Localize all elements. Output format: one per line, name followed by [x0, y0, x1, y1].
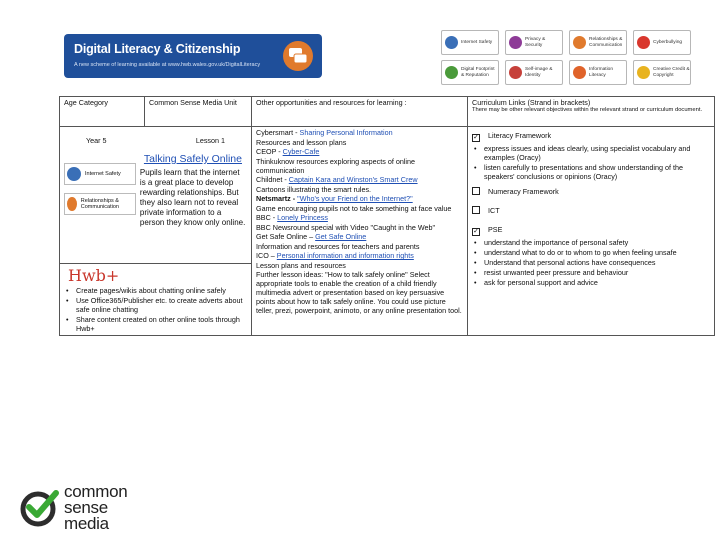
- document-page: [56, 22, 719, 427]
- topic-tile: [505, 60, 563, 85]
- checked-checkbox[interactable]: ✓: [473, 134, 479, 141]
- topic-tile: [441, 60, 499, 85]
- topic-tile: [505, 30, 563, 55]
- age-header: Age Category: [60, 97, 145, 127]
- key-icon: [509, 36, 522, 49]
- checkmark-circle-icon: [20, 487, 60, 527]
- literacy-objective: • listen carefully to presentations and show understanding of the speakers' conclusions or opinions (Oracy): [484, 163, 710, 181]
- resource-link[interactable]: Cyber-Cafe: [282, 147, 320, 156]
- resource-item: Thinkuknow resources exploring aspects of online communication: [256, 156, 416, 175]
- lesson-row: [60, 127, 715, 264]
- resource-item: CEOP - Cyber-Cafe: [256, 147, 320, 156]
- common-sense-media-logo: [20, 484, 160, 540]
- logo-wordmark: [64, 484, 127, 532]
- topic-tile: [569, 30, 627, 55]
- topic-tile: [569, 60, 627, 85]
- numeracy-check: Numeracy Framework: [472, 187, 710, 196]
- pse-objective: • ask for personal support and advice: [484, 278, 710, 287]
- literacy-check: ✓ Literacy Framework: [473, 131, 552, 141]
- warning-icon: [637, 36, 650, 49]
- topic-label: Internet Safety: [461, 39, 493, 45]
- resource-item: Childnet - Captain Kara and Winston's Smart Crew: [256, 175, 418, 184]
- hwb-item: • Use Office365/Publisher etc. to create adverts about safe online chatting: [76, 296, 247, 314]
- pse-objective: • Understand that personal actions have consequences: [484, 258, 710, 267]
- topic-label: Privacy & Security: [525, 37, 546, 48]
- topic-label: Cyberbullying: [653, 39, 683, 45]
- hwb-item: • Share content created on other online tools through Hwb+: [76, 315, 247, 333]
- curriculum-header: [468, 97, 715, 127]
- unit-cell: [60, 127, 252, 264]
- topic-label: Creative Credit & Copyright: [653, 67, 690, 78]
- logo-line: media: [64, 514, 109, 533]
- opportunities-header: Other opportunities and resources for learning :: [252, 97, 468, 127]
- resource-link[interactable]: Captain Kara and Winston's Smart Crew: [288, 175, 418, 184]
- resource-item: Netsmartz - "Who's your Friend on the Internet?": [256, 194, 413, 203]
- topic-label: Self-image & Identity: [525, 67, 553, 78]
- internet-safety-badge: [64, 163, 140, 185]
- chat-icon: [67, 197, 77, 211]
- header-row: [60, 97, 715, 127]
- lesson-table: [59, 96, 715, 336]
- logo-line: sense: [64, 498, 108, 517]
- info-icon: [573, 66, 586, 79]
- digital-literacy-banner: [64, 34, 322, 78]
- curriculum-header-title: Curriculum Links (Strand in brackets): [472, 98, 591, 107]
- unchecked-checkbox[interactable]: [472, 187, 480, 195]
- pse-objective: • resist unwanted peer pressure and behaviour: [484, 268, 710, 277]
- topic-label: Relationships & Communication: [589, 37, 623, 48]
- pse-objective: • understand the importance of personal safety: [484, 238, 710, 247]
- resources-cell: [252, 127, 468, 336]
- unchecked-checkbox[interactable]: [472, 206, 480, 214]
- resource-link[interactable]: Lonely Princess: [277, 213, 328, 222]
- person-icon: [509, 66, 522, 79]
- hwb-logo: Hwb+: [68, 266, 120, 285]
- curriculum-note: There may be other relevant objectives within the relevant strand or curriculum document.: [472, 107, 703, 113]
- resource-item: Lesson plans and resources: [256, 260, 346, 270]
- unit-header: Common Sense Media Unit: [145, 97, 252, 127]
- banner-title: Digital Literacy & Citizenship: [74, 42, 241, 56]
- year-label: Year 5: [86, 136, 107, 145]
- topic-tile: [441, 30, 499, 55]
- badge-label: Relationships & Communication: [80, 198, 119, 210]
- further-ideas: Further lesson ideas: "How to talk safely online" Select appropriate tools to enable the creation of a child friendly multimedia advert or presentation based on key persuasive points about how to talk safely online. You could use picture teller, prezi, powerpoint, animoto, or any online presentation tool.: [256, 270, 462, 315]
- resource-link[interactable]: Personal information and information rights: [276, 251, 414, 260]
- topic-label: Information Literacy: [589, 67, 613, 78]
- relationships-badge: [64, 193, 140, 215]
- resource-link[interactable]: Sharing Personal Information: [299, 128, 393, 137]
- resource-item: Cartoons illustrating the smart rules.: [256, 184, 372, 194]
- resource-link[interactable]: "Who's your Friend on the Internet?": [297, 194, 413, 203]
- checked-checkbox[interactable]: ✓: [473, 228, 479, 235]
- hwb-cell: [60, 264, 252, 336]
- lesson-label: Lesson 1: [195, 136, 225, 145]
- resource-link[interactable]: Get Safe Online: [315, 232, 367, 241]
- chat-icon: [573, 36, 586, 49]
- resource-item: BBC Newsround special with Video "Caught in the Web": [256, 222, 436, 232]
- lock-icon: [67, 167, 81, 181]
- pse-objective: • understand what to do or to whom to go when feeling unsafe: [484, 248, 710, 257]
- badge-label: Internet Safety: [85, 171, 121, 177]
- pse-check: ✓ PSE: [473, 225, 503, 235]
- resource-item: Get Safe Online – Get Safe Online: [256, 232, 367, 241]
- banner-subtitle: A new scheme of learning available at www.hwb.wales.gov.uk/DigitalLiteracy: [74, 62, 261, 68]
- hwb-item: • Create pages/wikis about chatting online safely: [76, 286, 247, 295]
- resource-item: Information and resources for teachers and parents: [256, 241, 420, 251]
- resource-item: Game encouraging pupils not to take something at face value: [256, 203, 452, 213]
- resource-item: ICO – Personal information and information rights: [256, 251, 414, 260]
- lock-icon: [445, 36, 458, 49]
- footprint-icon: [445, 66, 458, 79]
- lesson-title-link[interactable]: Talking Safely Online: [143, 153, 242, 165]
- topic-tile: [633, 60, 691, 85]
- lesson-objective: Pupils learn that the internet is a great place to develop rewarding relationships. But they also learn not to reveal private information to a person they know only online.: [139, 168, 246, 227]
- topic-label: Digital Footprint & Reputation: [461, 67, 495, 78]
- logo-line: common: [64, 482, 128, 501]
- unit-line: [64, 136, 247, 145]
- topic-tile: [633, 30, 691, 55]
- curriculum-cell: [468, 127, 715, 336]
- copyright-icon: [637, 66, 650, 79]
- resource-item: Resources and lesson plans: [256, 137, 347, 147]
- ict-check: ICT: [472, 206, 710, 215]
- literacy-objective: • express issues and ideas clearly, using specialist vocabulary and examples (Oracy): [484, 144, 710, 162]
- speech-bubbles-icon: [282, 39, 314, 73]
- resource-item: BBC - Lonely Princess: [256, 213, 328, 222]
- resource-item: Cybersmart - Sharing Personal Information: [256, 128, 393, 137]
